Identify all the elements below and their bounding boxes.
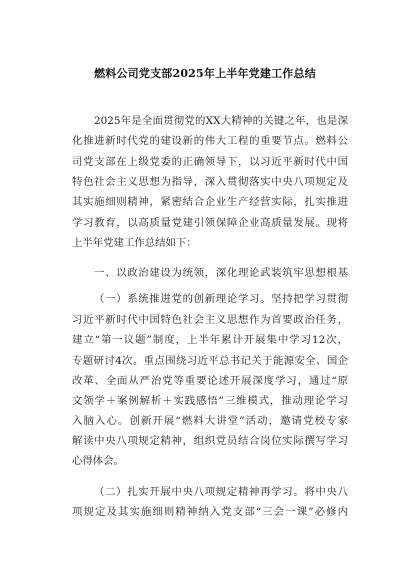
section-heading: 一、以政治建设为统领，深化理论武装筑牢思想根基 — [94, 267, 348, 279]
paragraph-line: 心得体会。 — [72, 455, 124, 467]
paragraph-line: 改革、全面从严治党等重要论述开展深度学习，通过“原 — [72, 375, 348, 387]
paragraph-line: （一）系统推进党的创新理论学习。坚持把学习贯彻 — [94, 293, 348, 305]
paragraph-line: 项规定及其实施细则精神纳入党支部“三会一课”必修内 — [72, 506, 348, 518]
document-title: 燃料公司党支部2025年上半年党建工作总结 — [94, 67, 316, 80]
paragraph-line: 特色社会主义思想为指导，深入贯彻落实中央八项规定及 — [72, 176, 348, 188]
paragraph-line: 建立“第一议题”制度，上半年累计开展集中学习12次， — [72, 334, 348, 346]
paragraph-line: 习近平新时代中国特色社会主义思想作为首要政治任务， — [72, 314, 348, 326]
paragraph-line: 2025年是全面贯彻党的XX大精神的关键之年，也是深 — [94, 115, 348, 127]
paragraph-line: 解读中央八项规定精神，组织党员结合岗位实际撰写学习 — [72, 435, 348, 447]
paragraph-line: 上半年党建工作总结如下： — [72, 237, 197, 249]
paragraph-line: 学习教育，以高质量党建引领保障企业高质量发展。现将 — [72, 217, 348, 229]
paragraph-line: （二）扎实开展中央八项规定精神再学习。将中央八 — [94, 486, 348, 498]
paragraph-line: 入脑入心。创新开展“燃料大讲堂”活动，邀请党校专家 — [72, 415, 348, 427]
paragraph-line: 文领学＋案例解析＋实践感悟”三维模式，推动理论学习 — [72, 395, 348, 407]
paragraph-line: 专题研讨4次。重点围绕习近平总书记关于能源安全、国企 — [72, 355, 348, 367]
paragraph-line: 其实施细则精神，紧密结合企业生产经营实际，扎实推进 — [72, 196, 348, 208]
paragraph-line: 司党支部在上级党委的正确领导下，以习近平新时代中国 — [72, 156, 348, 168]
paragraph-line: 化推进新时代党的建设新的伟大工程的重要节点。燃料公 — [72, 135, 348, 147]
